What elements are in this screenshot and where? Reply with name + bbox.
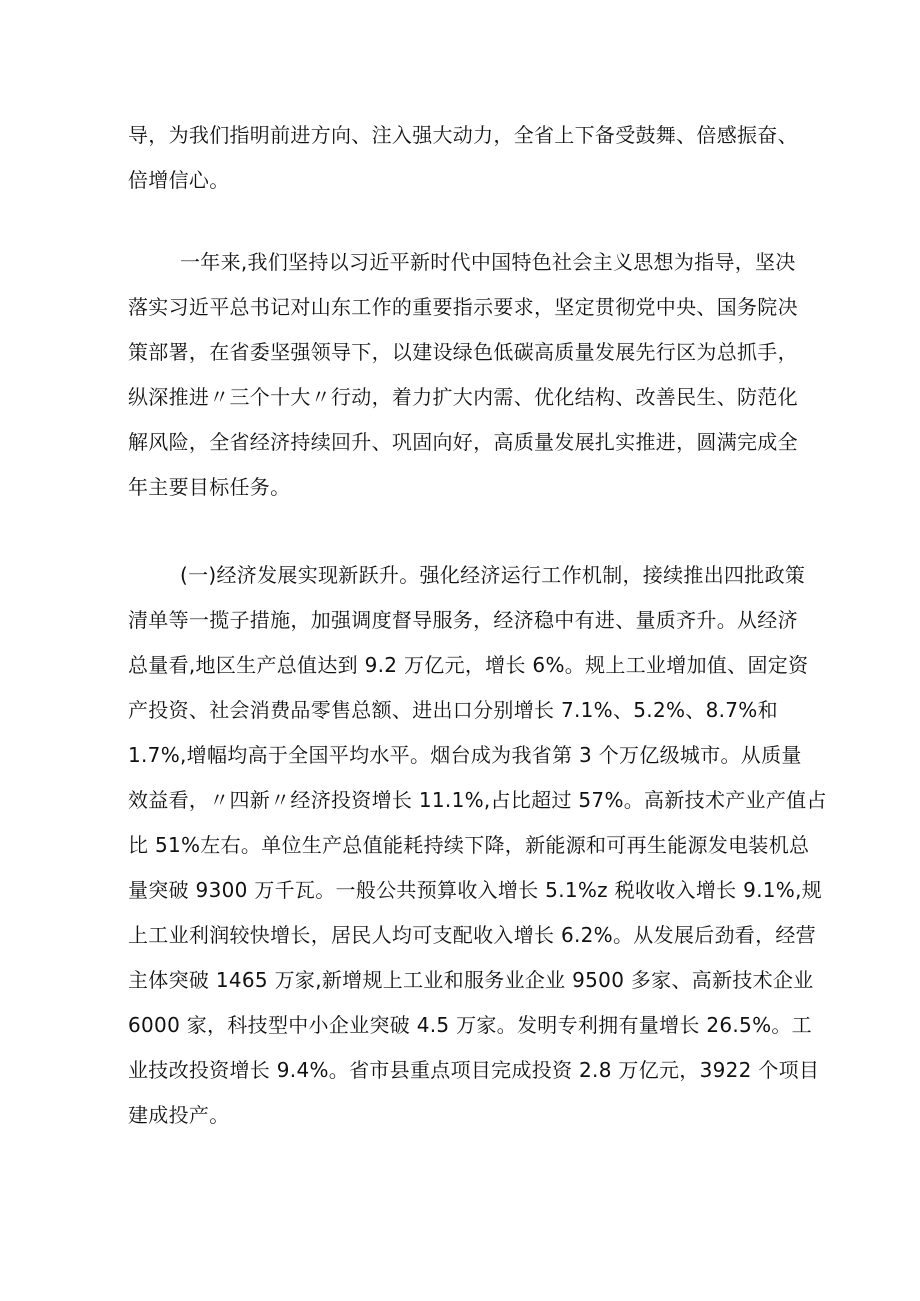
text-line: 业技改投资增长 9.4%。省市县重点项目完成投资 2.8 万亿元，3922 个项目 — [128, 1058, 820, 1082]
text-line: 比 51%左右。单位生产总值能耗持续下降，新能源和可再生能源发电装机总 — [128, 833, 810, 857]
text-line: 解风险，全省经济持续回升、巩固向好，高质量发展扎实推进，圆满完成全 — [128, 430, 798, 454]
text-line: 6000 家，科技型中小企业突破 4.5 万家。发明专利拥有量增长 26.5%。工 — [128, 1013, 812, 1037]
text-line: 上工业利润较快增长，居民人均可支配收入增长 6.2%。从发展后劲看，经营 — [128, 923, 816, 947]
text-line: 量突破 9300 万千瓦。一般公共预算收入增长 5.1%z 税收收入增长 9.1%,规 — [128, 878, 823, 902]
text-line: 倍增信心。 — [128, 168, 230, 192]
text-line: 产投资、社会消费品零售总额、进出口分别增长 7.1%、5.2%、8.7%和 — [128, 698, 778, 722]
text-line: 1.7%,增幅均高于全国平均水平。烟台成为我省第 3 个万亿级城市。从质量 — [128, 743, 802, 767]
paragraph-summary — [128, 240, 802, 510]
text-line: 纵深推进〃三个十大〃行动，着力扩大内需、优化结构、改善民生、防范化 — [128, 385, 798, 409]
text-line: 总量看,地区生产总值达到 9.2 万亿元，增长 6%。规上工业增加值、固定资 — [128, 653, 809, 677]
text-line: 落实习近平总书记对山东工作的重要指示要求，坚定贯彻党中央、国务院决 — [128, 295, 798, 319]
paragraph-continuation — [128, 113, 802, 203]
text-line: 导，为我们指明前进方向、注入强大动力，全省上下备受鼓舞、倍感振奋、 — [128, 123, 798, 147]
text-line: (一)经济发展实现新跃升。强化经济运行工作机制，接续推出四批政策 — [180, 563, 806, 587]
text-line: 效益看，〃四新〃经济投资增长 11.1%,占比超过 57%。高新技术产业产值占 — [128, 788, 827, 812]
text-line: 策部署，在省委坚强领导下，以建设绿色低碳高质量发展先行区为总抓手， — [128, 340, 798, 364]
text-line: 一年来,我们坚持以习近平新时代中国特色社会主义思想为指导，坚决 — [180, 250, 796, 274]
text-line: 建成投产。 — [128, 1103, 230, 1127]
text-line: 年主要目标任务。 — [128, 475, 291, 499]
text-line: 主体突破 1465 万家,新增规上工业和服务业企业 9500 多家、高新技术企业 — [128, 968, 814, 992]
paragraph-economic-development — [128, 553, 827, 1138]
text-line: 清单等一揽子措施，加强调度督导服务，经济稳中有进、量质齐升。从经济 — [128, 608, 798, 632]
